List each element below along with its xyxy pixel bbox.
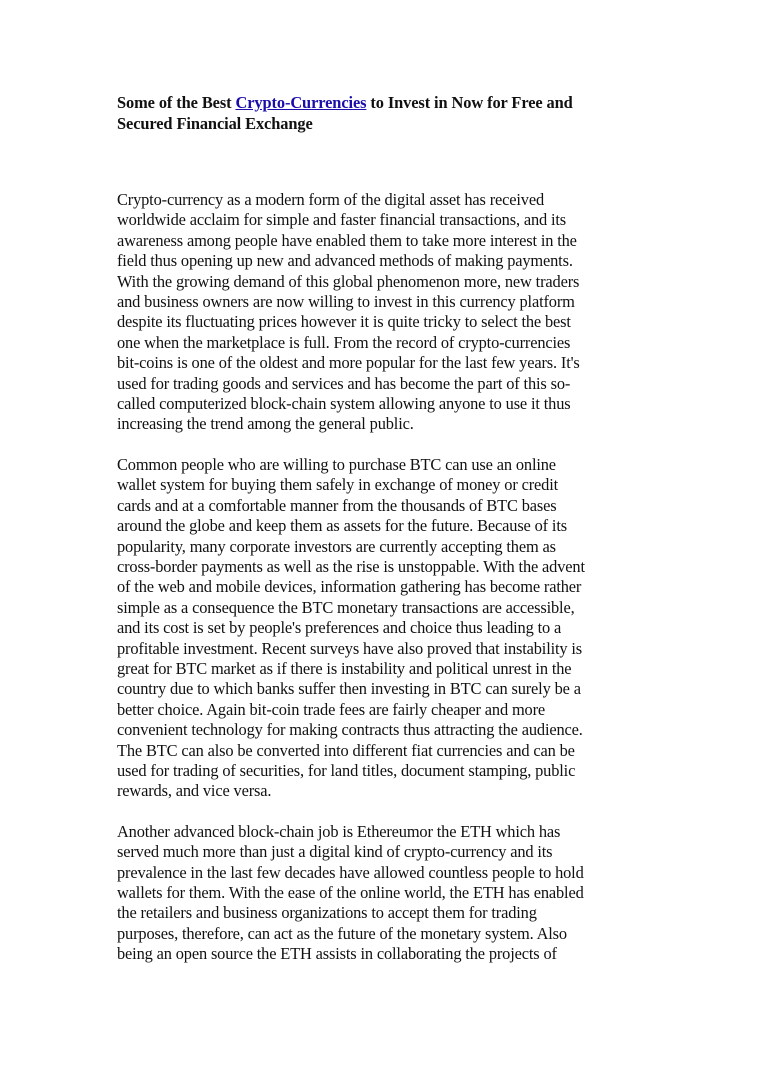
paragraph-line: Another advanced block-chain job is Ethereumor the ETH which has xyxy=(117,821,561,841)
paragraph-line: worldwide acclaim for simple and faster financial transactions, and its xyxy=(117,210,567,230)
paragraph-1 xyxy=(117,190,645,435)
document-title xyxy=(117,92,645,134)
paragraph-line: and its cost is set by people's preferences and choice thus leading to a xyxy=(117,618,562,638)
title-text-before-link: Some of the Best xyxy=(117,93,236,112)
paragraph-line: wallets for them. With the ease of the online world, the ETH has enabled xyxy=(117,883,584,902)
paragraph-line: simple as a consequence the BTC monetary transactions are accessible, xyxy=(117,597,575,617)
title-line-2: Secured Financial Exchange xyxy=(117,114,313,133)
document-body xyxy=(117,92,645,965)
paragraph-line: country due to which banks suffer then investing in BTC can surely be a xyxy=(117,679,581,699)
paragraph-line: used for trading of securities, for land titles, document stamping, public xyxy=(117,760,576,780)
paragraph-line: convenient technology for making contracts thus attracting the audience. xyxy=(117,720,583,740)
paragraph-line: served much more than just a digital kind of crypto-currency and its xyxy=(117,842,553,862)
paragraph-line: of the web and mobile devices, information gathering has become rather xyxy=(117,577,582,597)
paragraph-line: cross-border payments as well as the rise is unstoppable. With the advent xyxy=(117,556,585,576)
paragraph-line: The BTC can also be converted into different fiat currencies and can be xyxy=(117,740,575,760)
paragraph-line: popularity, many corporate investors are currently accepting them as xyxy=(117,536,556,556)
paragraph-line: despite its fluctuating prices however it is quite tricky to select the best xyxy=(117,312,571,332)
paragraph-line: being an open source the ETH assists in collaborating the projects of xyxy=(117,944,557,964)
paragraph-line: wallet system for buying them safely in exchange of money or credit xyxy=(117,475,559,495)
paragraph-line: and business owners are now willing to invest in this currency platform xyxy=(117,292,575,312)
paragraph-3 xyxy=(117,822,645,965)
paragraph-line: awareness among people have enabled them to take more interest in the xyxy=(117,230,577,250)
crypto-currencies-link[interactable]: Crypto-Currencies xyxy=(235,93,367,112)
paragraph-line: Common people who are willing to purchase BTC can use an online xyxy=(117,454,556,474)
paragraph-line: used for trading goods and services and has become the part of this so- xyxy=(117,373,571,393)
paragraph-line: the retailers and business organizations to accept them for trading xyxy=(117,903,537,923)
paragraph-2 xyxy=(117,455,645,802)
paragraph-line: cards and at a comfortable manner from the thousands of BTC bases xyxy=(117,495,557,515)
paragraph-line: better choice. Again bit-coin trade fees are fairly cheaper and more xyxy=(117,699,546,719)
paragraph-line: increasing the trend among the general public. xyxy=(117,414,414,434)
paragraph-line: rewards, and vice versa. xyxy=(117,781,272,801)
paragraph-line: bit-coins is one of the oldest and more popular for the last few years. It's xyxy=(117,353,580,373)
paragraph-line: With the growing demand of this global phenomenon more, new traders xyxy=(117,271,580,291)
paragraph-line: called computerized block-chain system allowing anyone to use it thus xyxy=(117,394,571,414)
paragraph-line: purposes, therefore, can act as the future of the monetary system. Also xyxy=(117,923,567,943)
paragraph-line: prevalence in the last few decades have allowed countless people to hold xyxy=(117,862,584,882)
paragraph-line: great for BTC market as if there is instability and political unrest in the xyxy=(117,658,572,678)
paragraph-line: Crypto-currency as a modern form of the digital asset has received xyxy=(117,190,545,209)
paragraph-line: around the globe and keep them as assets for the future. Because of its xyxy=(117,516,567,536)
paragraph-line: profitable investment. Recent surveys have also proved that instability is xyxy=(117,638,583,658)
paragraph-line: field thus opening up new and advanced methods of making payments. xyxy=(117,251,573,271)
title-text-after-link: to Invest in Now for Free and xyxy=(366,93,573,112)
paragraph-line: one when the marketplace is full. From the record of crypto-currencies xyxy=(117,332,571,352)
